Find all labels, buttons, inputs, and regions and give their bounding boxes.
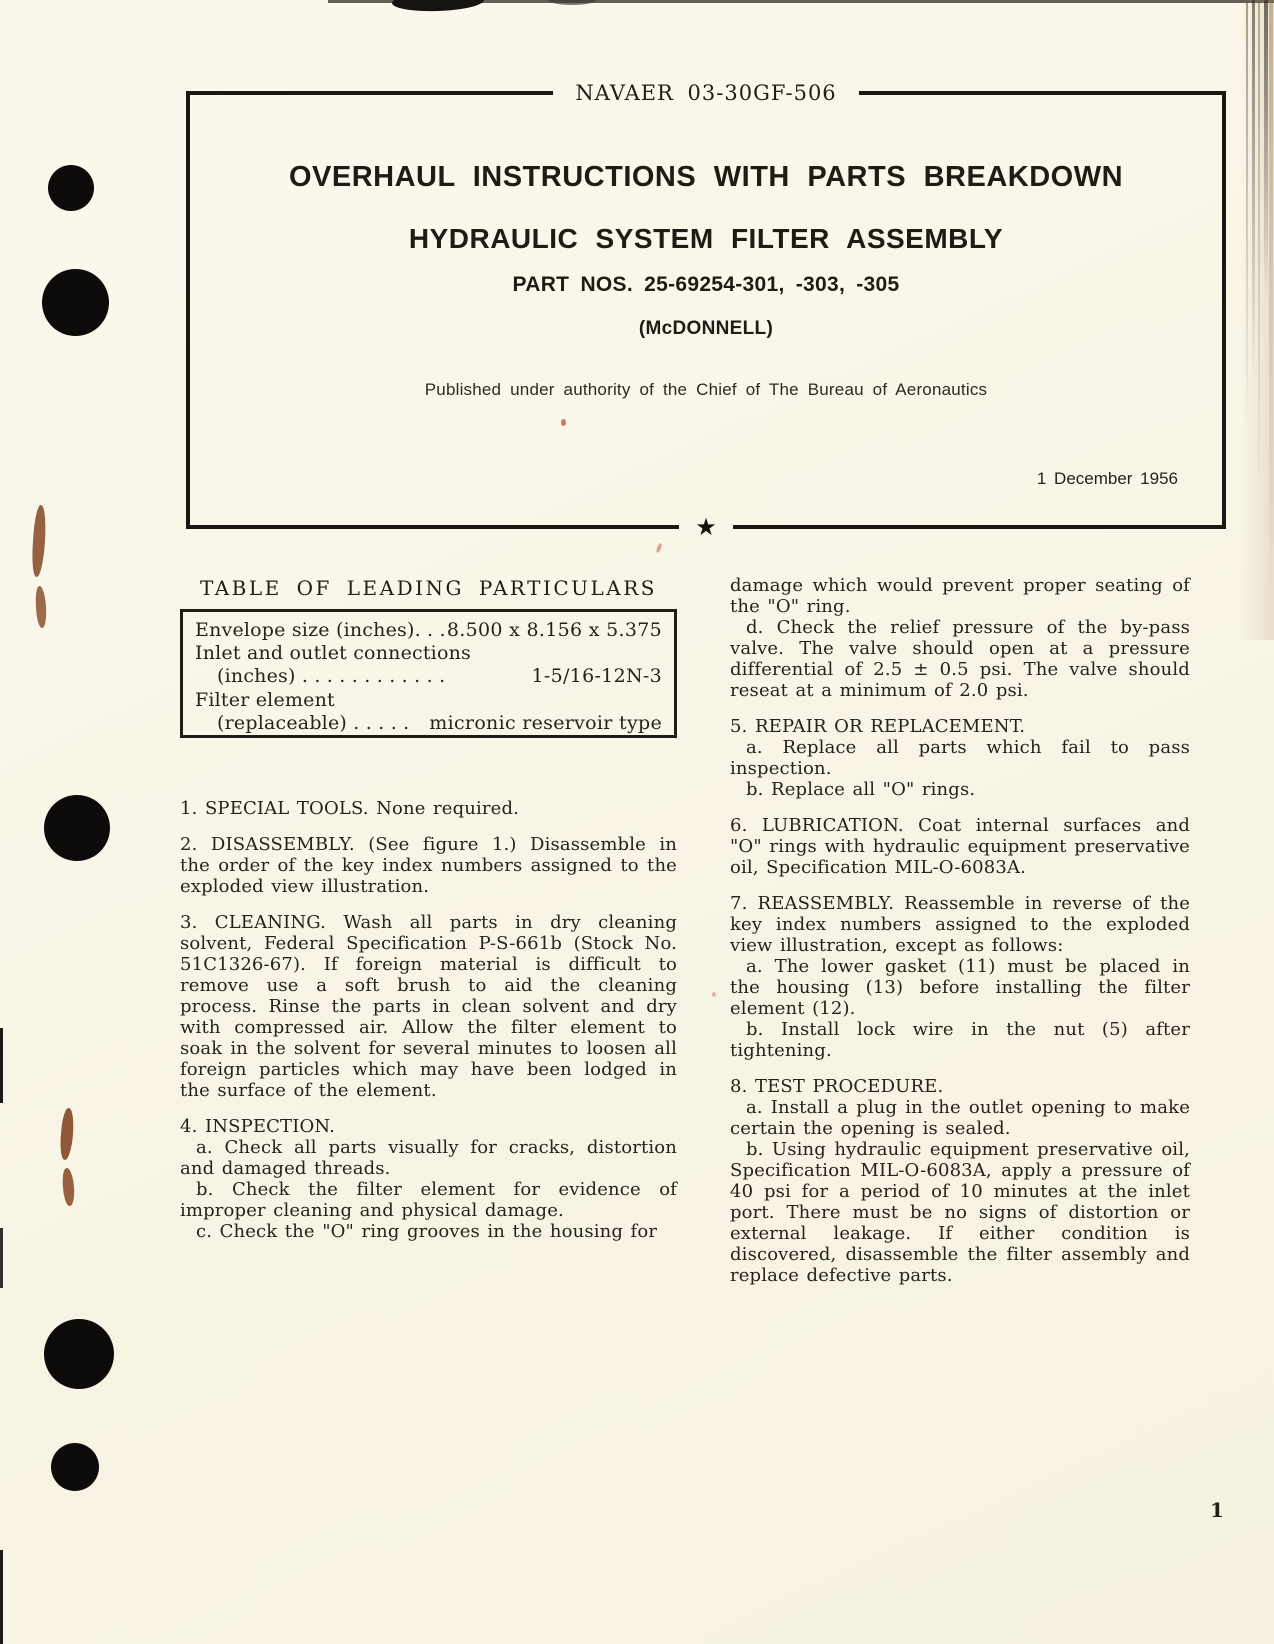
part-numbers: PART NOS. 25-69254-301, -303, -305 (512, 273, 900, 296)
particulars-value: 8.500 x 8.156 x 5.375 (446, 619, 662, 641)
particulars-row (195, 642, 662, 665)
right-column-text (730, 575, 1190, 1286)
scan-smudge (392, 0, 485, 13)
particulars-value: micronic reservoir type (429, 711, 662, 734)
left-column (180, 576, 677, 1242)
particulars-row (195, 712, 662, 735)
body-paragraph: 8. TEST PROCEDURE. (730, 1076, 944, 1097)
publication-date: 1 December 1956 (1036, 469, 1178, 488)
body-paragraph: damage which would prevent proper seating of the "O" ring. (730, 575, 1190, 617)
rust-stain (31, 505, 48, 578)
body-paragraph: b. Install lock wire in the nut (5) after tightening. (730, 1019, 1190, 1061)
document-number: NAVAER 03-30GF-506 (575, 81, 837, 105)
particulars-label: Envelope size (inches). . . (195, 619, 446, 641)
particulars-table (180, 609, 677, 738)
right-column (730, 575, 1190, 1286)
body-paragraph: 7. REASSEMBLY. Reassemble in reverse of the key index numbers assigned to the exploded view illustration, except as follows: (730, 893, 1190, 956)
particulars-label: Inlet and outlet connections (195, 642, 471, 665)
punch-hole (44, 1319, 114, 1389)
document-subtitle: HYDRAULIC SYSTEM FILTER ASSEMBLY (408, 223, 1004, 254)
particulars-title: TABLE OF LEADING PARTICULARS (199, 576, 657, 600)
particulars-row (195, 689, 662, 712)
body-paragraph: b. Using hydraulic equipment preservative oil, Specification MIL-O-6083A, apply a pressure of 40 psi for a period of 10 minutes at the inlet port. There must be no signs of distortion or external leakage. If either condition is discovered, disassemble the filter assembly and replace defective parts. (730, 1139, 1190, 1286)
particulars-label: (inches) . . . . . . . . . . . . (217, 665, 446, 688)
title-block-top-rule (186, 81, 1226, 105)
ink-speck (712, 992, 716, 997)
body-paragraph: a. The lower gasket (11) must be placed in the housing (13) before installing the filter element (12). (730, 956, 1190, 1019)
body-paragraph: d. Check the relief pressure of the by-pass valve. The valve should open at a pressure differential of 2.5 ± 0.5 psi. The valve should reseat at a minimum of 2.0 psi. (730, 617, 1190, 701)
title-block-right-border (1222, 93, 1226, 527)
torn-edge-streak (1264, 0, 1268, 300)
punch-hole (51, 1443, 99, 1491)
body-paragraph: a. Replace all parts which fail to pass inspection. (730, 737, 1190, 779)
particulars-row (195, 619, 662, 642)
particulars-label: (replaceable) . . . . . (217, 711, 410, 734)
left-column-text (180, 798, 677, 1242)
scan-left-edge-mark (0, 1550, 3, 1644)
particulars-row (195, 665, 662, 688)
star-icon: ★ (695, 513, 717, 541)
rust-stain (59, 1108, 75, 1161)
authority-line: Published under authority of the Chief of The Bureau of Aeronautics (424, 380, 988, 399)
manufacturer: (McDONNELL) (638, 318, 774, 339)
punch-hole (44, 795, 110, 861)
torn-edge-streak (1246, 0, 1248, 430)
rust-stain (35, 586, 47, 628)
body-paragraph: 1. SPECIAL TOOLS. None required. (180, 798, 520, 819)
page-number: 1 (1210, 1498, 1224, 1522)
punch-hole (48, 165, 94, 211)
body-paragraph: c. Check the "O" ring grooves in the housing for (196, 1221, 658, 1242)
title-block (186, 81, 1226, 539)
body-paragraph: b. Replace all "O" rings. (746, 779, 976, 800)
body-paragraph: 6. LUBRICATION. Coat internal surfaces and "O" rings with hydraulic equipment preservative oil, Specification MIL-O-6083A. (730, 815, 1190, 878)
body-paragraph: 3. CLEANING. Wash all parts in dry cleaning solvent, Federal Specification P-S-661b (Stock No. 51C1326-67). If foreign material is difficult to remove use a soft brush to aid the cleaning process. Rinse the parts in clean solvent and dry with compressed air. Allow the filter element to soak in the solvent for several minutes to loosen all foreign particles which may have been lodged in the surface of the element. (180, 912, 677, 1101)
body-paragraph: a. Install a plug in the outlet opening to make certain the opening is sealed. (730, 1097, 1190, 1139)
scan-left-edge-mark (0, 1228, 3, 1288)
scan-left-edge-mark (0, 1028, 3, 1103)
torn-edge-streak (1258, 0, 1260, 500)
torn-edge-streak (1252, 0, 1255, 380)
title-block-bottom-rule (186, 515, 1226, 539)
body-paragraph: 5. REPAIR OR REPLACEMENT. (730, 716, 1026, 737)
body-paragraph: a. Check all parts visually for cracks, distortion and damaged threads. (180, 1137, 677, 1179)
title-block-left-border (186, 93, 190, 527)
punch-hole (42, 269, 109, 336)
ink-speck (655, 543, 662, 554)
particulars-value: 1-5/16-12N-3 (531, 665, 662, 688)
body-paragraph: 4. INSPECTION. (180, 1116, 336, 1137)
particulars-label: Filter element (195, 688, 335, 711)
rust-stain (62, 1168, 76, 1207)
torn-edge-streak (1269, 0, 1273, 600)
body-paragraph: b. Check the filter element for evidence of improper cleaning and physical damage. (180, 1179, 677, 1221)
scan-smudge (548, 0, 596, 5)
body-paragraph: 2. DISASSEMBLY. (See figure 1.) Disassemble in the order of the key index numbers assigned to the exploded view illustration. (180, 834, 677, 897)
document-title: OVERHAUL INSTRUCTIONS WITH PARTS BREAKDOWN (288, 161, 1124, 193)
